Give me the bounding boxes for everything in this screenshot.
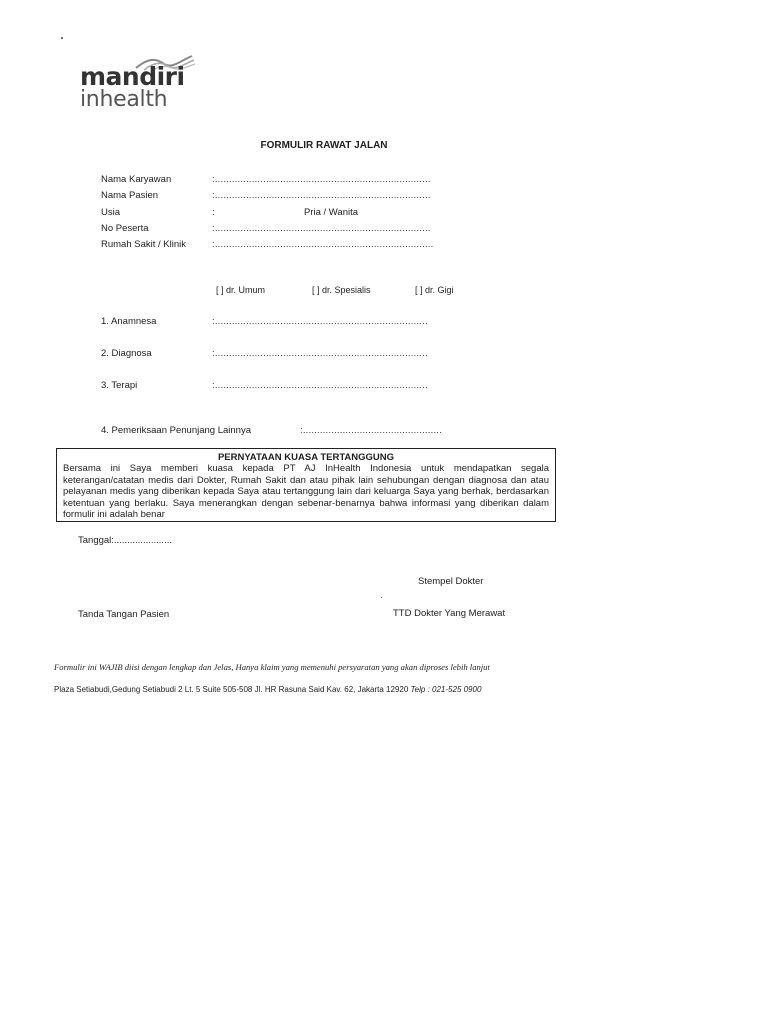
field-label-rumah-sakit: Rumah Sakit / Klinik bbox=[101, 239, 187, 250]
field-label-nama-karyawan: Nama Karyawan bbox=[101, 174, 172, 185]
section-label-diagnosa: 2. Diagnosa bbox=[101, 348, 152, 359]
doctor-signature-label: TTD Dokter Yang Merawat bbox=[393, 608, 506, 619]
section-label-penunjang: 4. Pemeriksaan Penunjang Lainnya bbox=[101, 425, 251, 436]
logo-text-mandiri: mandiri bbox=[80, 62, 185, 91]
field-usia[interactable]: : bbox=[212, 207, 215, 218]
field-label-no-peserta: No Peserta bbox=[101, 223, 149, 234]
checkbox-dr-gigi[interactable]: [ ] dr. Gigi bbox=[415, 285, 454, 295]
address-text: Plaza Setiabudi,Gedung Setiabudi 2 Lt. 5 Suite 505-508 Jl. HR Rasuna Said Kav. 62, Jakarta 12920 bbox=[54, 685, 411, 694]
logo-text-inhealth: inhealth bbox=[80, 87, 168, 112]
statement-title: PERNYATAAN KUASA TERTANGGUNG bbox=[217, 452, 395, 463]
field-nama-pasien[interactable]: :............................................................................ bbox=[212, 190, 431, 201]
field-label-nama-pasien: Nama Pasien bbox=[101, 190, 159, 201]
date-field[interactable]: Tanggal:...................... bbox=[78, 535, 172, 546]
statement-body: Bersama ini Saya memberi kuasa kepada PT AJ InHealth Indonesia untuk mendapatkan segala keterangan/catatan medis dari Dokter, Rumah Sakit dan atau pihak lain sehubungan dengan diagnosa dan atau pelayanan medis yang diberikan kepada Saya atau tertanggung lain dari keluarga Saya yang berhak, berdasarkan ketentuan yang berlaku. Saya menerangkan dengan sebenar-benarnya bahwa informasi yang diberikan dalam formulir ini adalah benar bbox=[63, 463, 549, 521]
scan-speck bbox=[381, 597, 382, 598]
field-nama-karyawan[interactable]: :............................................................................ bbox=[212, 174, 431, 185]
footer-note: Formulir ini WAJIB diisi dengan lengkap dan Jelas, Hanya klaim yang memenuhi persyaratan yang akan diproses lebih lanjut bbox=[54, 662, 490, 672]
footer-address bbox=[54, 685, 481, 694]
field-diagnosa[interactable]: :........................................................................... bbox=[212, 348, 428, 359]
checkbox-dr-umum[interactable]: [ ] dr. Umum bbox=[216, 285, 266, 295]
field-terapi[interactable]: :........................................................................... bbox=[212, 380, 428, 391]
checkbox-dr-spesialis[interactable]: [ ] dr. Spesialis bbox=[312, 285, 371, 295]
field-penunjang[interactable]: :................................................. bbox=[300, 425, 442, 436]
patient-signature-label: Tanda Tangan Pasien bbox=[78, 609, 170, 620]
field-no-peserta[interactable]: :............................................................................ bbox=[212, 223, 431, 234]
field-anamnesa[interactable]: :........................................................................... bbox=[212, 316, 428, 327]
field-label-usia: Usia bbox=[101, 207, 121, 218]
section-label-anamnesa: 1. Anamnesa bbox=[101, 316, 157, 327]
doctor-stamp-label: Stempel Dokter bbox=[418, 576, 484, 587]
gender-choice[interactable]: Pria / Wanita bbox=[304, 207, 359, 218]
phone-text: Telp : 021-525 0900 bbox=[410, 685, 482, 694]
form-title: FORMULIR RAWAT JALAN bbox=[260, 140, 388, 151]
section-label-terapi: 3. Terapi bbox=[101, 380, 138, 391]
field-rumah-sakit[interactable]: :............................................................................. bbox=[212, 239, 434, 250]
scan-speck bbox=[61, 37, 63, 39]
statement-box bbox=[56, 448, 556, 522]
